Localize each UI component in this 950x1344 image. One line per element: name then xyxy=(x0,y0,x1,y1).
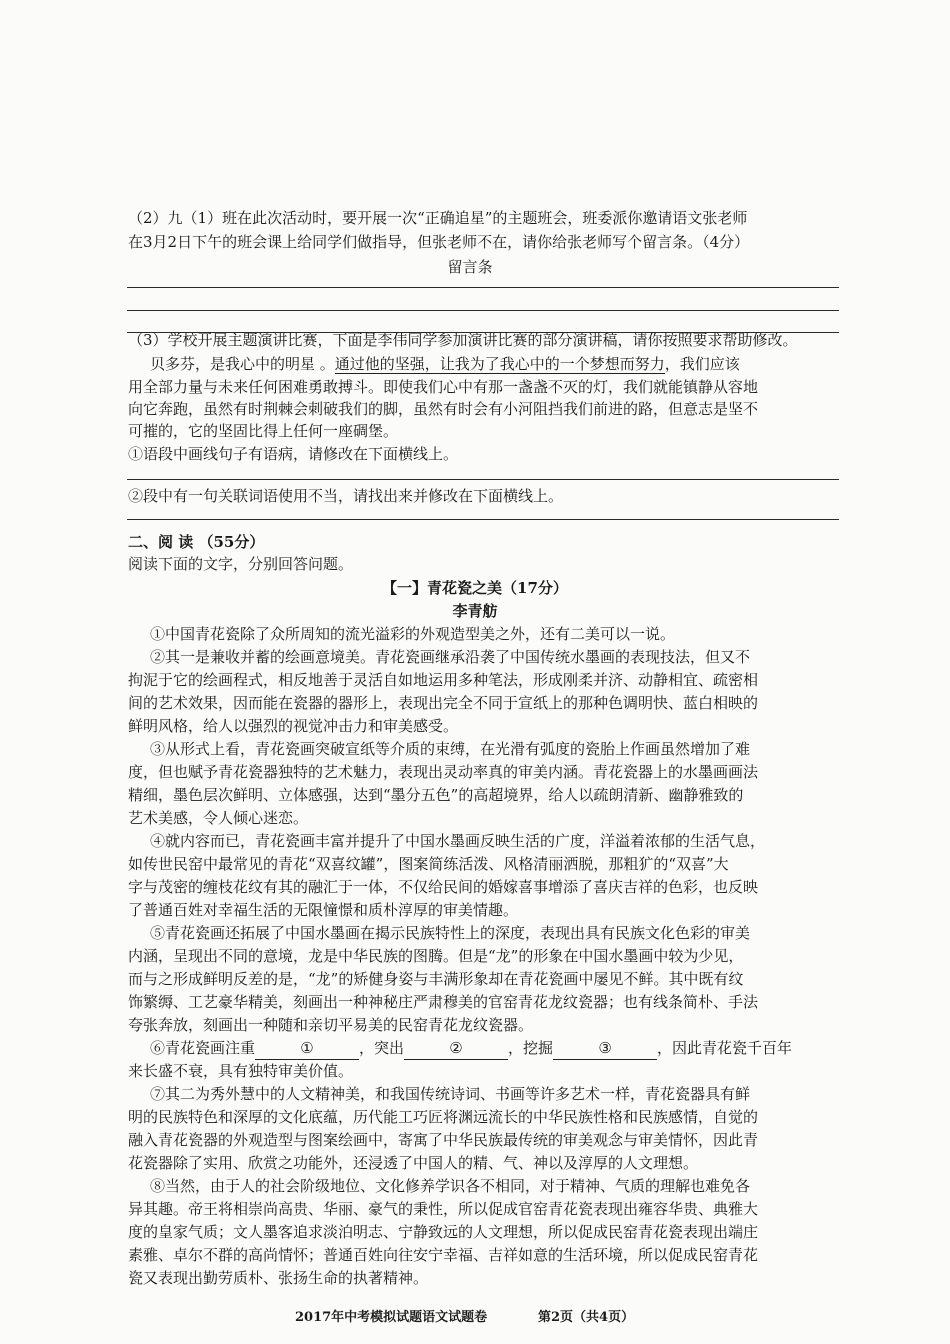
p6-tail: ，因此青花瓷千百年 xyxy=(657,1039,793,1057)
fill-blank-1[interactable]: ① xyxy=(255,1038,359,1060)
q3-paragraph-line1 xyxy=(150,354,740,375)
answer-line[interactable] xyxy=(127,287,839,288)
paragraph-3-line: 艺术美感，令人倾心迷恋。 xyxy=(128,809,309,827)
paragraph-8-line: 度的皇家气质；文人墨客追求淡泊明志、宁静致远的人文理想，所以促成民窑青花瓷表现出端庄 xyxy=(128,1223,759,1241)
paragraph-2-line: 鲜明风格，给人以强烈的视觉冲击力和审美感受。 xyxy=(128,717,459,735)
q3-paragraph-line3: 向它奔跑，虽然有时荆棘会刺破我们的脚，虽然有时会有小河阻挡我们前进的路，但意志是坚不 xyxy=(128,400,759,418)
paragraph-8-line: 异其趣。帝王将相崇尚高贵、华丽、豪气的秉性，所以促成官窑青花瓷表现出雍容华贵、典雅大 xyxy=(128,1200,759,1218)
paragraph-4-line: 如传世民窑中最常见的青花“双喜纹罐”，图案简练活泼、风格清丽洒脱，那粗犷的“双喜”大 xyxy=(128,855,729,873)
section2-instruction: 阅读下面的文字，分别回答问题。 xyxy=(128,555,354,573)
section2-heading: 二、阅 读 （55分） xyxy=(128,533,265,551)
q3-sub1: ①语段中画线句子有语病，请修改在下面横线上。 xyxy=(128,445,459,463)
paragraph-4-line: 了普通百姓对幸福生活的无限憧憬和质朴淳厚的审美情趣。 xyxy=(128,901,519,919)
answer-line[interactable] xyxy=(127,310,839,311)
footer-exam-title: 2017年中考模拟试题语文试题卷 xyxy=(295,1310,488,1325)
paragraph-7-line: 明的民族特色和深厚的文化底蕴，历代能工巧匠将渊远流长的中华民族性格和民族感情，自觉的 xyxy=(128,1108,759,1126)
paragraph-8-line: 瓷又表现出勤劳质朴、张扬生命的执著精神。 xyxy=(128,1269,429,1287)
q2-note-title: 留言条 xyxy=(447,258,493,276)
paragraph-6-line2: 来长盛不衰，具有独特审美价值。 xyxy=(128,1062,354,1080)
paragraph-7-line: ⑦其二为秀外慧中的人文精神美，和我国传统诗词、书画等许多艺术一样，青花瓷器具有鲜 xyxy=(150,1085,751,1103)
p6-lead: ⑥青花瓷画注重 xyxy=(150,1039,256,1057)
q3-underlined-sentence: 通过他的坚强，让我为了我心中的一个梦想而努力 xyxy=(334,355,665,373)
paragraph-3-line: 度，但也赋予青花瓷器独特的艺术魅力，表现出灵动率真的审美内涵。青花瓷器上的水墨画画法 xyxy=(128,763,759,781)
paragraph-5-line: ⑤青花瓷画还拓展了中国水墨画在揭示民族特性上的深度，表现出具有民族文化色彩的审美 xyxy=(150,924,751,942)
paragraph-8-line: 素雅、卓尔不群的高尚情怀；普通百姓向往安宁幸福、吉祥如意的生活环境，所以促成民窑青花 xyxy=(128,1246,759,1264)
paragraph-5-line: 夸张奔放，刻画出一种随和亲切平易美的民窑青花龙纹瓷器。 xyxy=(128,1016,534,1034)
q2-line1: （2）九（1）班在此次活动时，要开展一次“正确追星”的主题班会，班委派你邀请语文张老师 xyxy=(128,209,748,227)
paragraph-3-line: ③从形式上看，青花瓷画突破宣纸等介质的束缚，在光滑有弧度的瓷胎上作画虽然增加了难 xyxy=(150,740,751,758)
q3-tail: ，我们应该 xyxy=(664,355,740,373)
q3-paragraph-line2: 用全部力量与未来任何困难勇敢搏斗。即使我们心中有那一盏盏不灭的灯，我们就能镇静从容地 xyxy=(128,378,759,396)
paragraph-8-line: ⑧当然，由于人的社会阶级地位、文化修养学识各不相同，对于精神、气质的理解也难免各 xyxy=(150,1177,751,1195)
paragraph-2-line: 间的艺术效果，因而能在瓷器的器形上，表现出完全不同于宣纸上的那种色调明快、蓝白相映的 xyxy=(128,694,759,712)
paragraph-6-line1 xyxy=(150,1038,792,1060)
article-title: 【一】青花瓷之美（17分） xyxy=(382,579,568,597)
paragraph-7-line: 花瓷器除了实用、欣赏之功能外，还浸透了中国人的精、气、神以及淳厚的人文理想。 xyxy=(128,1154,699,1172)
article-author: 李青舫 xyxy=(452,602,498,620)
paragraph-5-line: 内涵，呈现出不同的意境，龙是中华民族的图腾。但是“龙”的形象在中国水墨画中较为少见， xyxy=(128,947,744,965)
paragraph-2-line: 拘泥于它的绘画程式，相反地善于灵活自如地运用多种笔法，形成刚柔并济、动静相宜、疏密相 xyxy=(128,671,759,689)
paragraph-2-line: ②其一是兼收并蓄的绘画意境美。青花瓷画继承沿袭了中国传统水墨画的表现技法，但又不 xyxy=(150,648,751,666)
p6-mid1: ，突出 xyxy=(359,1039,405,1057)
q3-paragraph-line4: 可摧的，它的坚固比得上任何一座碉堡。 xyxy=(128,422,399,440)
answer-line[interactable] xyxy=(127,479,839,480)
q3-lead: 贝多芬，是我心中的明星 。 xyxy=(150,355,335,373)
fill-blank-2[interactable]: ② xyxy=(404,1038,508,1060)
paragraph-5-line: 饰繁缛、工艺豪华精美，刻画出一种神秘庄严肃穆美的官窑青花龙纹瓷器；也有线条简朴、手法 xyxy=(128,993,759,1011)
q2-line2: 在3月2日下午的班会课上给同学们做指导，但张老师不在，请你给张老师写个留言条。（4分） xyxy=(128,233,750,251)
answer-line[interactable] xyxy=(127,519,839,520)
paragraph-5-line: 而与之形成鲜明反差的是，“龙”的矫健身姿与丰满形象却在青花瓷画中屡见不鲜。其中既有纹 xyxy=(128,970,744,988)
paragraph-1: ①中国青花瓷除了众所周知的流光溢彩的外观造型美之外，还有二美可以一说。 xyxy=(150,625,676,643)
footer-page-number: 第2页（共4页） xyxy=(538,1310,635,1325)
paragraph-4-line: 字与茂密的缠枝花纹有其的融汇于一体，不仅给民间的婚嫁喜事增添了喜庆吉祥的色彩，也反映 xyxy=(128,878,759,896)
q3-line1: （3）学校开展主题演讲比赛，下面是李伟同学参加演讲比赛的部分演讲稿，请你按照要求帮助修改。 xyxy=(128,331,798,349)
fill-blank-3[interactable]: ③ xyxy=(553,1038,657,1060)
paragraph-3-line: 精细，墨色层次鲜明、立体感强，达到“墨分五色”的高超境界，给人以疏朗清新、幽静雅致的 xyxy=(128,786,744,804)
q3-sub2: ②段中有一句关联词语使用不当，请找出来并修改在下面横线上。 xyxy=(128,487,564,505)
paragraph-4-line: ④就内容而已，青花瓷画丰富并提升了中国水墨画反映生活的广度，洋溢着浓郁的生活气息， xyxy=(150,832,766,850)
p6-mid2: ，挖掘 xyxy=(508,1039,554,1057)
paragraph-7-line: 融入青花瓷器的外观造型与图案绘画中，寄寓了中华民族最传统的审美观念与审美情怀，因此青 xyxy=(128,1131,759,1149)
